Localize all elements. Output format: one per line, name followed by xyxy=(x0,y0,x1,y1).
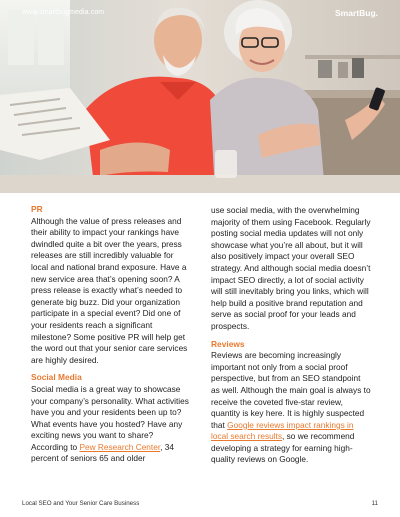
smartbug-logo: SmartBug. xyxy=(335,8,378,18)
social-media-paragraph xyxy=(31,384,191,465)
website-url[interactable]: www.smartbugmedia.com xyxy=(22,9,105,16)
hero-photo xyxy=(0,0,400,193)
hero-illustration xyxy=(0,0,400,193)
page-number: 11 xyxy=(371,500,378,507)
reviews-text-after: , so we recommend developing a strategy for earning high-quality reviews on Google. xyxy=(211,431,355,465)
social-text-after: , 34 percent of seniors 65 and older xyxy=(31,441,174,464)
reviews-paragraph xyxy=(211,350,371,466)
right-column xyxy=(211,205,371,466)
section-heading-reviews: Reviews xyxy=(211,338,245,349)
social-media-continued-paragraph: use social media, with the overwhelming majority of them using Facebook. Regularly posting social media updates will not only showcase what you’re all about, but it will also positively impact your overall SEO strategy. And although social media doesn’t impact SEO directly, a lot of social activity will still inevitably bring you links, which will help build a positive brand reputation and serve as social proof for your leads and prospects. xyxy=(211,205,371,331)
section-heading-social-media: Social Media xyxy=(31,372,82,383)
page-footer xyxy=(22,500,378,507)
section-heading-pr: PR xyxy=(31,204,43,214)
left-column xyxy=(31,204,191,465)
reviews-text-before: Reviews are becoming increasingly important not only from a social proof perspective, but from an SEO standpoint as well. Although the main goal is always to receive the coveted five-star review, quantity is key here. It is highly suspected that xyxy=(211,350,371,430)
pew-research-link[interactable]: Pew Research Center xyxy=(79,441,161,452)
social-text-before: Social media is a great way to showcase your company’s personality. What activities have you and your residents been up to? What events have you hosted? Have any exciting news you want to share? According to xyxy=(31,383,189,452)
pr-paragraph: Although the value of press releases and their ability to impact your rankings have dwindled quite a bit over the years, press releases are still incredibly valuable for local and national brand exposure. Have a new service area that’s opening soon? A press release is exactly what’s needed to generate big buzz. Did your organization participate in a special event? Did one of your residents reach a significant milestone? Some positive PR will help get the word out that your senior care services are highly desired. xyxy=(31,215,188,365)
google-reviews-link[interactable]: Google reviews impact rankings in local search results xyxy=(211,419,354,442)
footer-title: Local SEO and Your Senior Care Business xyxy=(22,500,140,507)
